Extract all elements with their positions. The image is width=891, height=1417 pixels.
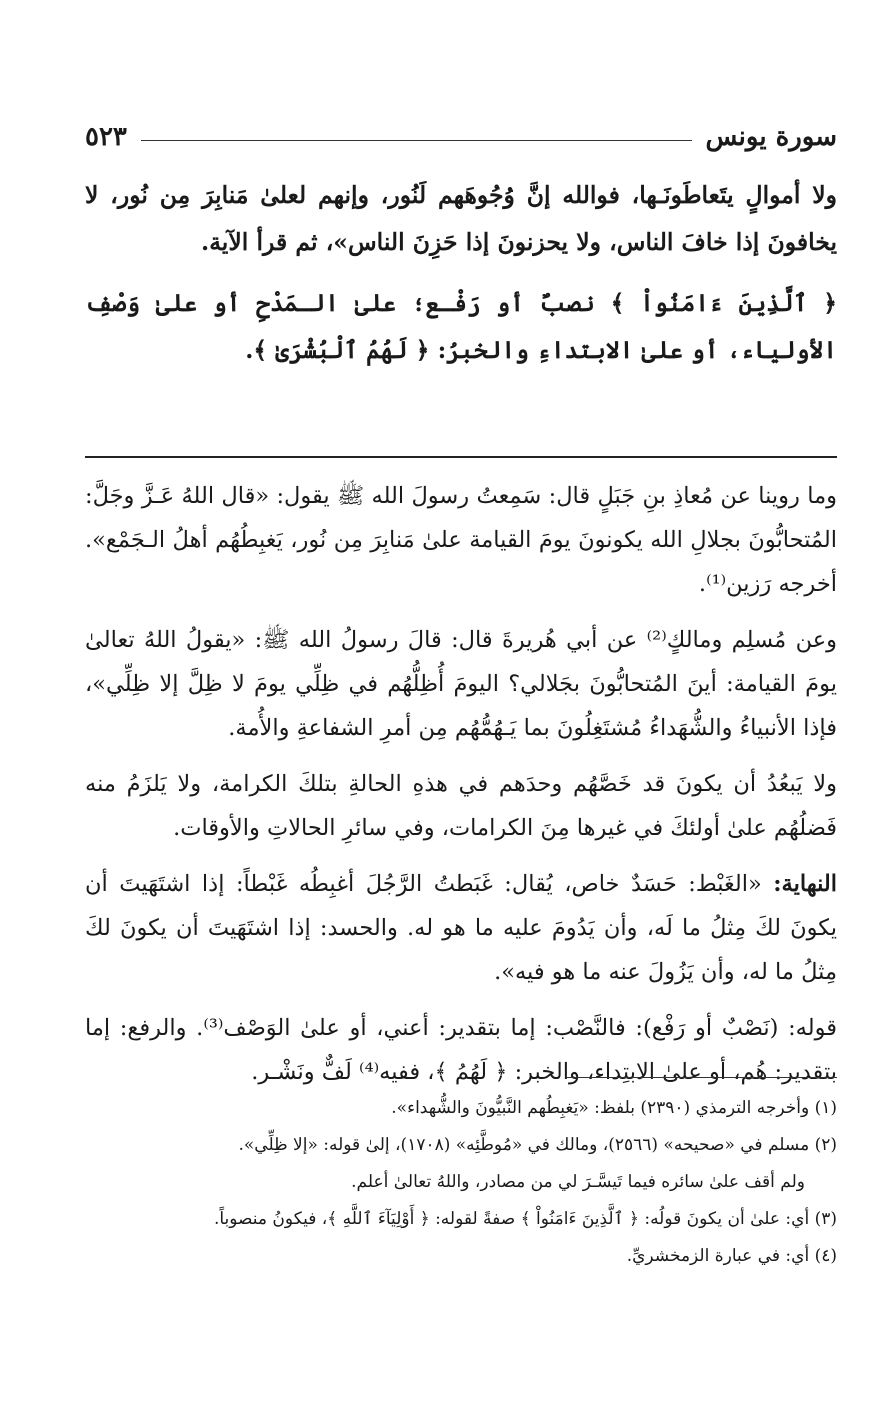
nihaya-text: «الغَبْط: حَسَدٌ خاص، يُقال: غَبَطتُ الرَّجُلَ أغبِطُه غَبْطاً: إذا اشتَهَيتَ أن يكونَ لكَ مِثلُ ما لَه، وأن يَدُومَ عليه ما هو له. والحسد: إذا اشتَهَيتَ أن يكونَ لكَ مِثلُ ما له، وأن يَزُولَ عنه ما هو فيه». — [85, 871, 837, 985]
gloss-paragraph-2: وعن مُسلِم ومالكٍ⁽²⁾ عن أبي هُريرةَ قال: قالَ رسولُ الله ﷺ: «يقولُ اللهُ تعالىٰ يومَ القيامة: أينَ المُتحابُّونَ بجَلالي؟ اليومَ أُظِلُّهُم في ظِلِّي يومَ لا ظِلَّ إلا ظِلِّي»، فإذا الأنبياءُ والشُّهَداءُ مُشتَغِلُونَ بما يَـهُمُّهُم مِن أمرِ الشفاعةِ والأُمة. — [85, 627, 837, 741]
book-page — [85, 0, 837, 1417]
main-paragraph-2: ﴿ ٱلَّذِينَ ءَامَنُواْ ﴾ نصبٌ أو رَفْـع؛ علىٰ الـمَدْحِ أو علىٰ وَصْفِ الأولياء، أو علىٰ الابتداءِ والخبرُ: ﴿ لَهُمُ ٱلْبُشْرَىٰ ﴾. — [85, 289, 837, 364]
nihaya-label: النهاية: — [773, 871, 837, 897]
page-number: ٥٢٣ — [85, 122, 127, 152]
footnote-2-continuation: ولم أقف علىٰ سائره فيما تَيسَّـرَ لي من مصادر، واللهُ تعالىٰ أعلم. — [351, 1172, 805, 1192]
footnote-2: (٢) مسلم في «صحيحه» (٢٥٦٦)، ومالك في «مُوطَّئِه» (١٧٠٨)، إلىٰ قوله: «إلا ظِلِّي». — [238, 1135, 837, 1155]
gloss-paragraph-3: ولا يَبعُدُ أن يكونَ قد خَصَّهُم وحدَهم في هذهِ الحالةِ بتلكَ الكرامة، ولا يَلزَمُ منه فَضلُهُم علىٰ أولئكَ في غيرها مِنَ الكرامات، وفي سائرِ الحالاتِ والأوقات. — [85, 771, 837, 841]
gloss-paragraph-4 — [85, 862, 837, 994]
gloss-paragraph-1: وما روينا عن مُعاذِ بنِ جَبَلٍ قال: سَمِعتُ رسولَ الله ﷺ يقول: «قال اللهُ عَـزَّ وجَلَّ: المُتحابُّونَ بجلالِ الله يكونونَ يومَ القيامة علىٰ مَنابِرَ مِن نُور، يَغبِطُهُم أهلُ الـجَمْع». أخرجه رَزين⁽¹⁾. — [85, 483, 837, 597]
footnotes — [85, 1090, 837, 1275]
footnote-1: (١) وأخرجه الترمذي (٢٣٩٠) بلفظ: «يَغبِطُهم النَّبيُّونَ والشُّهداء». — [391, 1098, 837, 1118]
header-rule — [141, 140, 692, 141]
footnote-4: (٤) أي: في عبارة الزمخشريِّ. — [626, 1246, 837, 1266]
gloss-paragraph-5: قوله: (نَصْبٌ أو رَفْع): فالنَّصْب: إما بتقدير: أعني، أو علىٰ الوَصْف⁽³⁾. والرفع: إما بتقدير: هُم، أو علىٰ الابتِداء، والخبر: ﴿ لَهُمُ ﴾، ففيه⁽⁴⁾ لَفٌّ ونَشْـر. — [85, 1015, 837, 1085]
running-header — [85, 112, 837, 162]
footnote-3: (٣) أي: علىٰ أن يكونَ قولُه: ﴿ ٱلَّذِينَ ءَامَنُواْ ﴾ صفةً لقوله: ﴿ أَوْلِيَآءَ ٱللَّهِ ﴾، فيكونُ منصوباً. — [213, 1209, 837, 1229]
gloss-text — [85, 474, 837, 1106]
footnote-rule — [567, 1077, 837, 1078]
main-separator-rule — [85, 456, 837, 458]
surah-title: سورة يونس — [705, 122, 837, 152]
main-commentary — [85, 172, 837, 388]
main-paragraph-1: ولا أموالٍ يتَعاطَونَـها، فوالله إنَّ وُجُوهَهم لَنُور، وإنهم لعلىٰ مَنابِرَ مِن نُور، لا يخافونَ إذا خافَ الناس، ولا يحزنونَ إذا حَزِنَ الناس»، ثم قرأ الآية. — [85, 181, 837, 256]
